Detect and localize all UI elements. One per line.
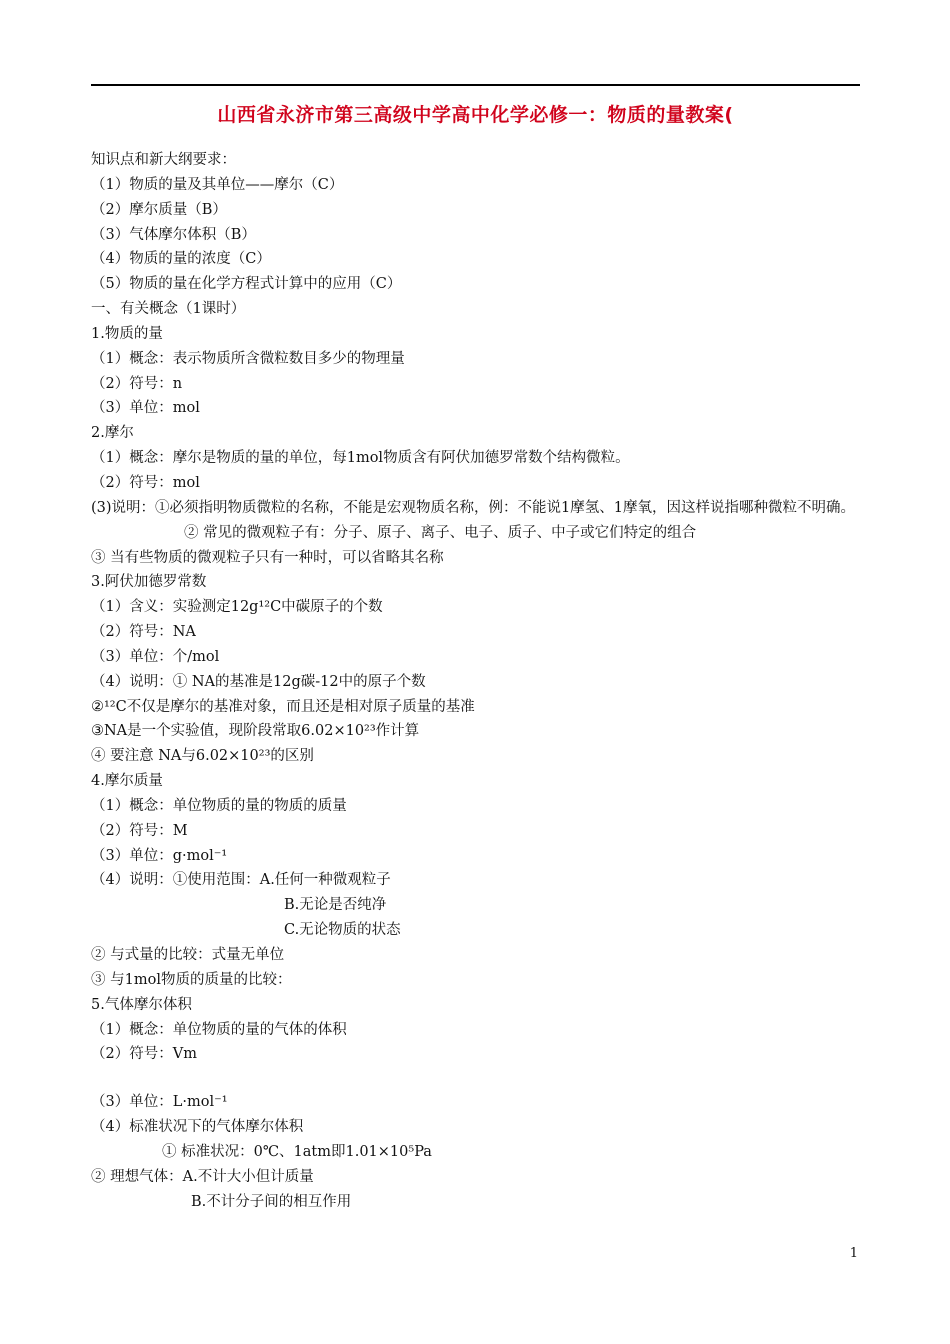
text-line: （4）标准状况下的气体摩尔体积: [91, 1119, 304, 1136]
text-line: ③ 与1mol物质的质量的比较：: [91, 971, 292, 988]
text-paragraph: (3)说明：①必须指明物质微粒的名称，不能是宏观物质名称，例：不能说1摩氢、1摩氧，因这样说指哪种微粒不明确。: [91, 499, 855, 516]
text-line: 知识点和新大纲要求：: [91, 152, 236, 168]
text-line: （1）概念：表示物质所含微粒数目多少的物理量: [91, 350, 405, 367]
text-line: ① 标准状况：0℃、1atm即1.01×10⁵Pa: [162, 1144, 432, 1161]
page-number: 1: [849, 1246, 858, 1261]
text-line: （3）气体摩尔体积（B）: [91, 226, 256, 243]
text-line: ② 常见的微观粒子有：分子、原子、离子、电子、质子、中子或它们特定的组合: [184, 524, 697, 541]
text-line: （1）概念：单位物质的量的物质的质量: [91, 797, 347, 814]
text-line: B.不计分子间的相互作用: [191, 1193, 352, 1210]
text-line: （4）说明：① NA的基准是12g碳-12中的原子个数: [91, 673, 426, 690]
text-line: （2）符号：M: [91, 822, 188, 839]
subsection-heading: 1.物质的量: [91, 325, 163, 342]
text-line: （3）单位：个/mol: [91, 648, 220, 665]
text-line: （1）概念：单位物质的量的气体的体积: [91, 1021, 347, 1038]
text-line: B.无论是否纯净: [284, 897, 387, 914]
text-line: （2）符号：NA: [91, 624, 196, 641]
text-line: （1）含义：实验测定12g¹²C中碳原子的个数: [91, 599, 383, 616]
text-line: （3）单位：g·mol⁻¹: [91, 847, 228, 864]
page-title: 山西省永济市第三高级中学高中化学必修一：物质的量教案(: [217, 104, 734, 126]
text-line: （1）概念：摩尔是物质的量的单位，每1mol物质含有阿伏加德罗常数个结构微粒。: [91, 450, 630, 467]
subsection-heading: 4.摩尔质量: [91, 773, 163, 790]
text-line: ②¹²C不仅是摩尔的基准对象，而且还是相对原子质量的基准: [91, 698, 475, 715]
text-line: ② 理想气体：A.不计大小但计质量: [91, 1168, 314, 1185]
text-line: C.无论物质的状态: [284, 922, 401, 939]
subsection-heading: 5.气体摩尔体积: [91, 996, 192, 1013]
text-line: （2）符号：n: [91, 375, 183, 392]
text-line: （2）符号：mol: [91, 474, 200, 491]
text-line: （5）物质的量在化学方程式计算中的应用（C）: [91, 276, 402, 293]
text-line: （2）符号：Vm: [91, 1046, 197, 1063]
text-line: ③NA是一个实验值，现阶段常取6.02×10²³作计算: [91, 723, 420, 740]
header-rule: [91, 84, 860, 86]
text-line: （3）单位：L·mol⁻¹: [91, 1094, 228, 1111]
subsection-heading: 3.阿伏加德罗常数: [91, 574, 207, 591]
text-line: （4）物质的量的浓度（C）: [91, 251, 271, 268]
document-body: [91, 148, 861, 1215]
text-line: ② 与式量的比较：式量无单位: [91, 947, 285, 963]
text-line: ④ 要注意 NA与6.02×10²³的区别: [91, 748, 314, 765]
text-line: （2）摩尔质量（B）: [91, 201, 227, 218]
text-line: （1）物质的量及其单位——摩尔（C）: [91, 176, 344, 193]
text-line: （4）说明：①使用范围：A.任何一种微观粒子: [91, 872, 391, 889]
text-line: ③ 当有些物质的微观粒子只有一种时，可以省略其名称: [91, 549, 444, 566]
subsection-heading: 2.摩尔: [91, 425, 134, 442]
text-line: （3）单位：mol: [91, 400, 200, 417]
section-heading: 一、有关概念（1课时）: [91, 301, 246, 318]
